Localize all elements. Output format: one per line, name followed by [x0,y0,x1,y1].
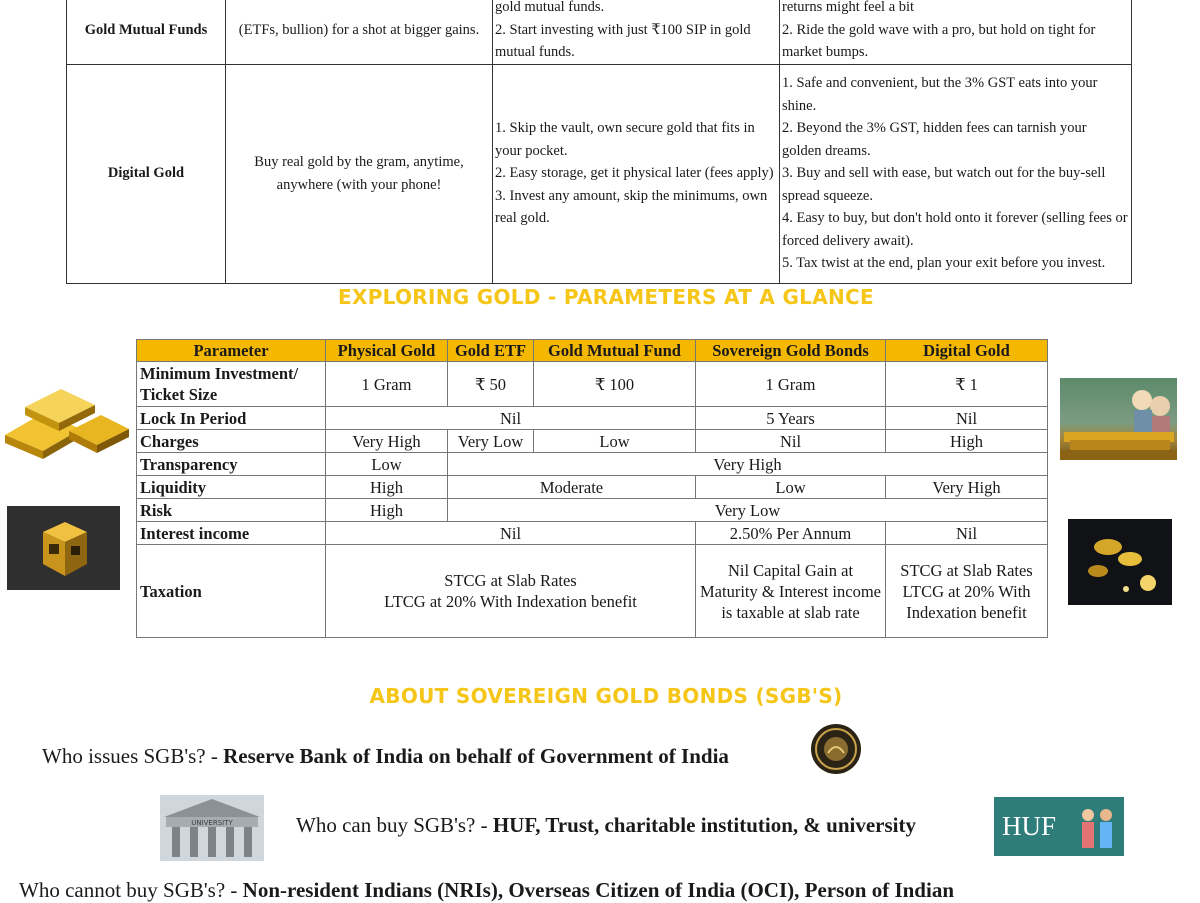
rbi-seal-icon [810,723,862,775]
list-item: returns might feel a bit [782,0,915,15]
table-cell: Very High [448,453,1048,476]
table-cell: 5 Years [696,407,886,430]
huf-logo-text: HUF [1002,811,1057,841]
table-row [137,545,1048,638]
gold-stack-icon [1060,378,1177,460]
list-item: 3. Buy and sell with ease, but watch out for the buy-sell spread squeeze. [782,165,1106,204]
list-item: 3. Invest any amount, skip the minimums, own real gold. [495,187,768,227]
section-heading-sgb: ABOUT SOVEREIGN GOLD BONDS (SGB'S) [369,684,843,708]
list-item: 2. Ride the gold wave with a pro, but hold on tight for market bumps. [782,21,1096,60]
question: Who issues SGB's? - [42,744,224,768]
table-row [137,362,1048,407]
table-cell: Nil [326,407,696,430]
university-building-icon [160,795,264,861]
table-cell: ₹ 100 [534,362,696,407]
huf-family-icon [994,797,1124,856]
table-header-row [137,340,1048,362]
university-sign: UNIVERSITY [191,819,233,827]
option-risks [780,0,1132,64]
option-name: Gold Mutual Funds [67,0,226,64]
table-cell: 2.50% Per Annum [696,522,886,545]
list-item: 1. Safe and convenient, but the 3% GST eats into your shine. [782,75,1098,114]
taxation-line: LTCG at 20% With Indexation benefit [384,592,637,611]
table-cell: 1 Gram [696,362,886,407]
table-cell: Very High [326,430,448,453]
investment-options-table [66,0,1132,284]
table-cell: ₹ 1 [886,362,1048,407]
answer: Reserve Bank of India on behalf of Government of India [223,744,729,768]
table-cell: Nil [886,407,1048,430]
table-cell: Very High [886,476,1048,499]
qa-who-issues [42,744,729,769]
gold-bars-icon [3,385,131,460]
section-heading-parameters: EXPLORING GOLD - PARAMETERS AT A GLANCE [338,285,874,309]
gold-dice-icon [7,506,120,590]
column-header: Digital Gold [886,340,1048,362]
table-cell: High [886,430,1048,453]
parameter-label: Transparency [137,453,326,476]
table-cell: STCG at Slab Rates LTCG at 20% With Indexation benefit [886,545,1048,638]
table-cell: ₹ 50 [448,362,534,407]
option-name: Digital Gold [67,64,226,283]
taxation-line: STCG at Slab Rates [444,571,577,590]
table-cell: Nil [326,522,696,545]
question: Who cannot buy SGB's? - [19,878,243,902]
parameter-label: Interest income [137,522,326,545]
table-row [137,522,1048,545]
gold-coins-icon [1068,519,1172,605]
answer: Non-resident Indians (NRIs), Overseas Citizen of India (OCI), Person of Indian [242,878,954,902]
table-cell: Low [534,430,696,453]
table-cell: Nil [886,522,1048,545]
parameters-table [136,339,1048,638]
table-row [137,407,1048,430]
list-item: 5. Tax twist at the end, plan your exit before you invest. [782,255,1106,272]
table-cell: Moderate [448,476,696,499]
table-cell: Nil Capital Gain at Maturity & Interest income is taxable at slab rate [696,545,886,638]
list-item: 2. Start investing with just ₹100 SIP in gold mutual funds. [495,21,751,60]
parameter-label: Risk [137,499,326,522]
table-row [137,430,1048,453]
qa-who-can-buy [296,813,916,838]
option-risks [780,64,1132,283]
qa-who-cannot-buy [19,878,954,903]
list-item: 2. Beyond the 3% GST, hidden fees can tarnish your golden dreams. [782,120,1087,159]
question: Who can buy SGB's? - [296,813,493,837]
table-cell [326,545,696,638]
table-cell: Low [696,476,886,499]
table-row [67,64,1132,283]
list-item: 2. Easy storage, get it physical later (fees apply) [495,165,774,182]
table-row [137,453,1048,476]
table-cell: High [326,499,448,522]
option-description: Buy real gold by the gram, anytime, anywhere (with your phone! [226,64,493,283]
table-cell: High [326,476,448,499]
parameter-label: Minimum Investment/ Ticket Size [137,362,326,407]
column-header: Gold ETF [448,340,534,362]
table-row [137,499,1048,522]
column-header: Sovereign Gold Bonds [696,340,886,362]
list-item: 4. Easy to buy, but don't hold onto it forever (selling fees or forced delivery await). [782,210,1128,249]
option-benefits [493,0,780,64]
table-cell: 1 Gram [326,362,448,407]
column-header: Parameter [137,340,326,362]
option-benefits [493,64,780,283]
parameter-label: Charges [137,430,326,453]
parameter-label: Liquidity [137,476,326,499]
parameter-label: Lock In Period [137,407,326,430]
table-cell: Low [326,453,448,476]
table-cell: Very Low [448,499,1048,522]
parameter-label: Taxation [137,545,326,638]
answer: HUF, Trust, charitable institution, & university [492,813,916,837]
list-item: gold mutual funds. [495,0,605,15]
column-header: Gold Mutual Fund [534,340,696,362]
column-header: Physical Gold [326,340,448,362]
table-row [137,476,1048,499]
table-row [67,0,1132,64]
table-cell: Very Low [448,430,534,453]
option-description: (ETFs, bullion) for a shot at bigger gains. [226,0,493,64]
table-cell: Nil [696,430,886,453]
list-item: 1. Skip the vault, own secure gold that fits in your pocket. [495,120,755,159]
